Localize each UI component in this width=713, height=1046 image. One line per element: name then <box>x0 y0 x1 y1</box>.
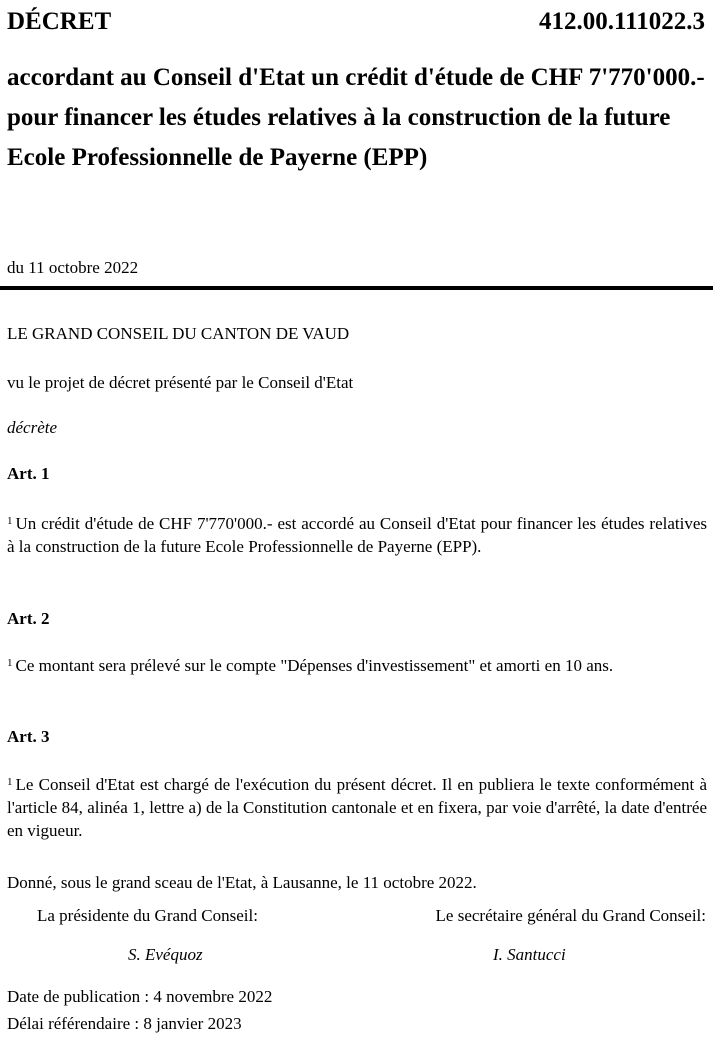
publication-date: Date de publication : 4 novembre 2022 <box>7 987 273 1006</box>
closing-formula: Donné, sous le grand sceau de l'Etat, à Lausanne, le 11 octobre 2022. <box>7 873 477 892</box>
article-1-body: Un crédit d'étude de CHF 7'770'000.- est accordé au Conseil d'Etat pour financer les études relatives à la construction de la future Ecole Professionnelle de Payerne (EPP). <box>7 514 707 556</box>
article-3-text <box>7 771 707 842</box>
authority: LE GRAND CONSEIL DU CANTON DE VAUD <box>7 324 350 343</box>
signature-name-president: S. Evéquoz <box>128 945 203 964</box>
article-3-body: Le Conseil d'Etat est chargé de l'exécution du présent décret. Il en publiera le texte conformément à l'article 84, alinéa 1, lettre a) de la Constitution cantonale et en fixera, par voie d'arrêté, la date d'entrée en vigueur. <box>7 775 707 840</box>
document-type: DÉCRET <box>7 8 112 35</box>
article-2-body: Ce montant sera prélevé sur le compte "Dépenses d'investissement" et amorti en 10 ans. <box>15 656 614 675</box>
article-3-title: Art. 3 <box>7 727 50 746</box>
referendum-deadline: Délai référendaire : 8 janvier 2023 <box>7 1014 242 1033</box>
document-number: 412.00.111022.3 <box>539 8 705 35</box>
signature-role-president: La présidente du Grand Conseil: <box>37 906 258 925</box>
alinea-number: 1 <box>7 776 13 788</box>
signature-role-secretary: Le secrétaire général du Grand Conseil: <box>435 906 706 925</box>
decree-title: accordant au Conseil d'Etat un crédit d'étude de CHF 7'770'000.- pour financer les études relatives à la construction de la future Ecole Professionnelle de Payerne (EPP) <box>7 64 705 171</box>
decree-date: du 11 octobre 2022 <box>7 258 139 277</box>
article-2-text <box>7 652 707 677</box>
considering: vu le projet de décret présenté par le Conseil d'Etat <box>7 373 354 392</box>
signature-name-secretary: I. Santucci <box>493 945 566 964</box>
decree-header <box>7 6 705 38</box>
article-2-title: Art. 2 <box>7 609 50 628</box>
alinea-number: 1 <box>7 657 13 669</box>
article-1-text <box>7 510 707 558</box>
alinea-number: 1 <box>7 515 13 527</box>
article-1-title: Art. 1 <box>7 464 50 483</box>
decrees: décrète <box>7 418 58 437</box>
divider <box>0 286 713 290</box>
